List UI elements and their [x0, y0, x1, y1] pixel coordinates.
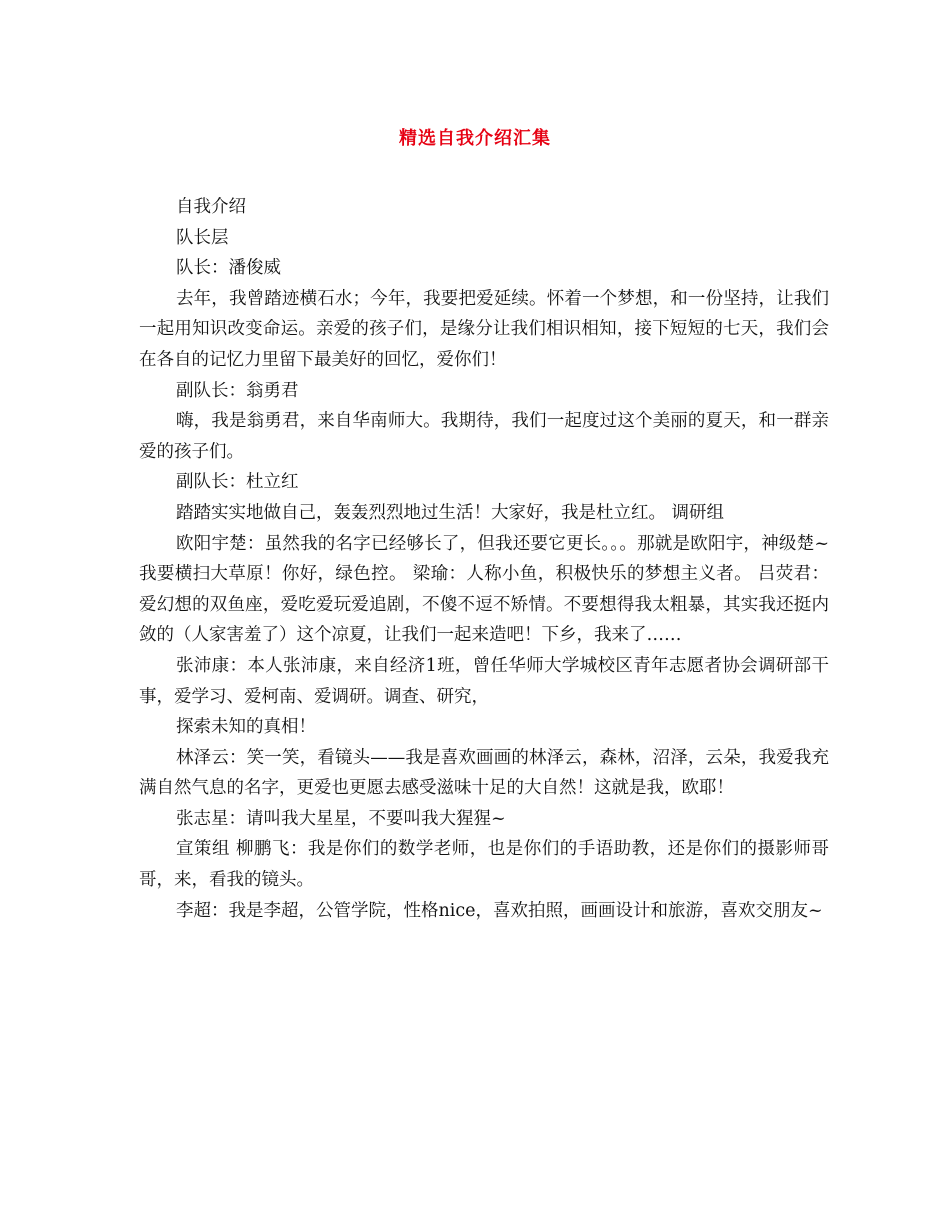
paragraph: 踏踏实实地做自己，轰轰烈烈地过生活！大家好，我是杜立红。 调研组	[176, 502, 725, 523]
paragraph: 队长层	[176, 227, 229, 248]
document-title: 精选自我介绍汇集	[399, 128, 551, 149]
paragraph: 张志星：请叫我大星星，不要叫我大猩猩~	[176, 808, 506, 829]
paragraph: 副队长：翁勇君	[176, 380, 299, 401]
paragraph: 林泽云：笑一笑，看镜头——我是喜欢画画的林泽云，森林，沼泽，云朵，我爱我充满自然气息的名字，更爱也更愿去感受滋味十足的大自然！这就是我，欧耶！	[139, 747, 829, 799]
paragraph: 欧阳宇楚：虽然我的名字已经够长了，但我还要它更长。。。那就是欧阳宇，神级楚~ 我要横扫大草原！你好，绿色控。 梁瑜：人称小鱼，积极快乐的梦想主义者。 吕荧君：爱幻想的双鱼座，爱吃爱玩爱追剧，不傻不逗不矫情。不要想得我太粗暴，其实我还挺内敛的（人家害羞了）这个凉夏，让我们一起来造吧！下乡，我来了……	[139, 533, 829, 646]
paragraph: 探索未知的真相！	[176, 717, 316, 738]
paragraph: 嗨，我是翁勇君，来自华南师大。我期待，我们一起度过这个美丽的夏天，和一群亲爱的孩子们。	[139, 411, 829, 462]
paragraph: 张沛康：本人张沛康，来自经济1班，曾任华师大学城校区青年志愿者协会调研部干事，爱学习、爱柯南、爱调研。调查、研究，	[139, 655, 829, 707]
paragraph: 自我介绍	[176, 197, 246, 217]
paragraph: 去年，我曾踏迹横石水；今年，我要把爱延续。怀着一个梦想，和一份坚持，让我们一起用知识改变命运。亲爱的孩子们，是缘分让我们相识相知，接下短短的七天，我们会在各自的记忆力里留下最美好的回忆，爱你们！	[139, 288, 829, 370]
paragraph: 宣策组 柳鹏飞：我是你们的数学老师，也是你们的手语助教，还是你们的摄影师哥哥，来，看我的镜头。	[139, 839, 829, 891]
paragraph: 队长：潘俊威	[176, 258, 281, 279]
paragraph: 副队长：杜立红	[176, 472, 299, 493]
paragraph: 李超：我是李超，公管学院，性格nice，喜欢拍照，画画设计和旅游，喜欢交朋友~	[176, 900, 823, 921]
document-body	[139, 192, 829, 926]
